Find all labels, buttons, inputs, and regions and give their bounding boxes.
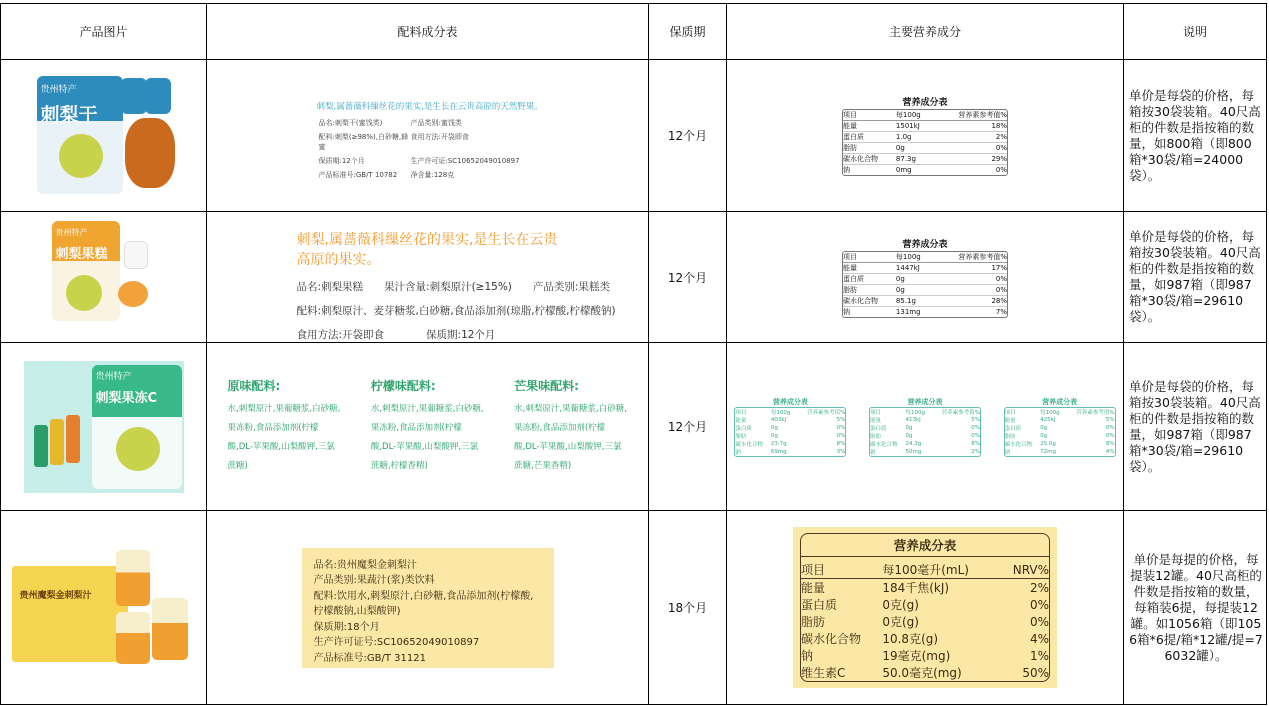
nut-cell: 钠: [843, 166, 850, 174]
nut-cell: 1501kJ: [896, 121, 934, 132]
nut-cell: 碳水化合物: [869, 441, 898, 448]
nutrition-cell: [727, 212, 1124, 343]
nut-head: 每100g: [1040, 409, 1060, 416]
nut-cell: 碳水化合物: [843, 295, 896, 306]
nut-cell: 0%: [1029, 597, 1049, 612]
nut-cell: 0克(g): [882, 598, 919, 612]
ingredient-cell: [207, 511, 649, 705]
product-name: 贵州魔梨金刺梨汁: [19, 590, 92, 601]
nut-cell: 0mg: [895, 166, 912, 174]
nut-cell: 能量: [1004, 417, 1016, 424]
nutrition-title: 营养成分表: [907, 397, 943, 406]
nutrition-table: [734, 397, 846, 457]
brand-label: 贵州特产: [55, 228, 88, 237]
nut-cell: 0g: [896, 273, 934, 284]
ingredient-line: 食用方法:开袋即食: [410, 132, 469, 141]
nutrition-table: [869, 397, 981, 457]
nut-cell: 0%: [1029, 614, 1049, 629]
nutrition-table: [842, 95, 1008, 176]
nut-cell: 能量: [843, 121, 896, 132]
nut-cell: 0g: [896, 284, 934, 295]
nut-head: 项目: [843, 110, 896, 121]
nut-cell: 脂肪: [735, 433, 747, 440]
flavor-title: 柠檬味配料:: [370, 379, 436, 393]
nut-cell: 蛋白质: [1004, 425, 1022, 432]
ingredient-line: 配料:刺梨(≥98%),白砂糖,蜂蜜: [318, 132, 409, 151]
nut-cell: 蛋白质: [843, 132, 896, 143]
nut-cell: 2%: [933, 132, 1007, 143]
nut-cell: 蛋白质: [801, 598, 838, 612]
ingredient-headline: 刺梨,属蔷薇科缫丝花的果实,是生长在云贵高原的果实。: [296, 231, 558, 268]
nut-cell: 脂肪: [843, 143, 896, 154]
nut-cell: 脂肪: [869, 433, 881, 440]
nut-cell: 0%: [971, 432, 980, 439]
header-ingredients: 配料成分表: [207, 4, 649, 60]
ingredient-line: 生产许可证:SC10652049010897: [410, 156, 520, 165]
nut-cell: 1447kJ: [896, 262, 934, 273]
nut-cell: 184千焦(kJ): [882, 581, 950, 595]
product-image-cell: [1, 343, 207, 511]
nut-head: 项目: [735, 409, 747, 416]
nut-cell: 蛋白质: [843, 273, 896, 284]
nut-cell: 5%: [836, 416, 846, 423]
nut-cell: 1%: [1029, 648, 1049, 663]
shelf-life: 12个月: [649, 60, 727, 212]
nut-head: 每100毫升(mL): [882, 561, 999, 579]
ingredient-line: 净含量:128克: [410, 170, 455, 179]
nutrition-title: 营养成分表: [772, 397, 808, 406]
nut-cell: 0g: [770, 424, 778, 431]
nut-cell: 4%: [1105, 448, 1115, 455]
shelf-life: 18个月: [649, 511, 727, 705]
product-image: [12, 548, 196, 668]
flavor-lemon: [371, 377, 484, 476]
shelf-life: 12个月: [649, 212, 727, 343]
nut-cell: 0%: [995, 166, 1007, 174]
nut-cell: 0%: [933, 143, 1007, 154]
ingredient-label: [228, 377, 628, 476]
nut-cell: 碳水化合物: [1004, 441, 1033, 448]
nut-head: 每100g: [896, 252, 934, 263]
nut-cell: 蛋白质: [869, 425, 887, 432]
nutrition-title: 营养成分表: [902, 98, 948, 108]
ingredient-line: 配料:刺梨原汁、麦芽糖浆,白砂糖,食品添加剂(琼脂,柠檬酸,柠檬酸钠): [296, 304, 616, 317]
nutrition-tables: [727, 397, 1123, 457]
nut-cell: 能量: [843, 262, 896, 273]
ingredient-line: 品名:刺梨果糕 果汁含量:刺梨原汁(≥15%) 产品类别:果糕类: [296, 280, 610, 293]
ingredient-line: 配料:饮用水,刺梨原汁,白砂糖,食品添加剂(柠檬酸,: [313, 590, 534, 602]
header-shelf-life: 保质期: [649, 4, 727, 60]
nut-head: 每100g: [770, 409, 791, 416]
nut-cell: 17%: [933, 262, 1007, 273]
product-image-cell: [1, 60, 207, 212]
nut-cell: 403kJ: [770, 416, 787, 423]
nut-cell: 3%: [836, 448, 846, 455]
nut-head: 营养素参考值%: [807, 409, 846, 416]
header-note: 说明: [1124, 4, 1267, 60]
nut-cell: 85.1g: [896, 295, 934, 306]
product-image-cell: [1, 212, 207, 343]
ingredient-line: 生产许可证号:SC10652049010897: [313, 637, 480, 648]
nut-cell: 碳水化合物: [843, 154, 896, 165]
nutrition-table: [1004, 397, 1116, 457]
flavor-text: 水,刺梨原汁,果葡糖浆,白砂糖,果冻粉,食品添加剂(柠檬酸,DL-苹果酸,山梨酸钾,三氯蔗糖): [227, 404, 341, 471]
product-image: [52, 221, 156, 333]
ingredient-line: 食用方法:开袋即食 保质期:12个月: [296, 328, 496, 341]
nut-cell: 29%: [933, 154, 1007, 165]
nut-head: 营养素参考值%: [1076, 409, 1115, 416]
nut-cell: 50.0毫克(mg): [882, 666, 962, 680]
product-name: 刺梨果冻C: [95, 390, 158, 406]
nut-cell: 0g: [905, 424, 913, 431]
ingredient-label: [309, 100, 547, 192]
nutrition-title: 营养成分表: [902, 239, 948, 250]
nut-cell: 5%: [1105, 416, 1115, 423]
nut-cell: 脂肪: [801, 615, 826, 629]
nut-cell: 131mg: [895, 307, 921, 316]
brand-label: 贵州特产: [95, 371, 132, 382]
header-row: [1, 4, 1267, 60]
table-row: [1, 343, 1267, 511]
ingredient-line: 柠檬酸钠,山梨酸钾): [313, 606, 401, 617]
product-table: [0, 3, 1267, 705]
nut-cell: 50mg: [905, 448, 922, 455]
nut-head: 营养素参考值%: [933, 252, 1007, 263]
brand-label: 贵州特产: [40, 84, 77, 95]
nut-cell: 69mg: [770, 448, 787, 455]
nutrition-cell: [727, 60, 1124, 212]
nut-head: 每100g: [905, 409, 925, 416]
nut-cell: 8%: [1105, 440, 1115, 447]
flavor-text: 水,刺梨原汁,果葡糖浆,白砂糖,果冻粉,食品添加剂(柠檬酸,DL-苹果酸,山梨酸钾,三氯蔗糖,芒果香精): [514, 404, 627, 471]
ingredient-headline: 刺梨,属蔷薇科缫丝花的果实,是生长在云贵高原的天然野果。: [316, 101, 543, 112]
ingredient-line: 产品标准号:GB/T 31121: [313, 652, 426, 664]
ingredient-line: 产品类别:果蔬汁(浆)类饮料: [313, 575, 435, 586]
nut-cell: 维生素C: [801, 666, 846, 680]
nut-cell: 0%: [1105, 424, 1115, 431]
nut-cell: 50%: [1022, 665, 1049, 680]
nut-cell: 4%: [1029, 631, 1049, 646]
nut-cell: 23.7g: [770, 440, 787, 447]
product-image-cell: [1, 511, 207, 705]
nut-head: 项目: [1004, 409, 1016, 416]
nutrition-table: [793, 527, 1057, 688]
nut-cell: 1.0g: [896, 132, 934, 143]
nutrition-title: 营养成分表: [801, 534, 1049, 557]
nut-cell: 8%: [971, 440, 980, 447]
nut-cell: 0g: [905, 432, 913, 439]
nut-cell: 19毫克(mg): [882, 649, 951, 663]
flavor-title: 原味配料:: [227, 379, 281, 393]
ingredient-line: 品名:贵州魔梨金刺梨汁: [313, 559, 417, 571]
flavor-text: 水,刺梨原汁,果葡糖浆,白砂糖,果冻粉,食品添加剂(柠檬酸,DL-苹果酸,山梨酸钾,三氯蔗糖,柠檬香精): [370, 404, 484, 471]
note-text: 单价是每袋的价格，每箱按30袋装箱。40尺高柜的件数是指按箱的数量，如987箱（即987箱*30袋/箱=29610袋）。: [1124, 343, 1267, 511]
header-nutrition: 主要营养成分: [727, 4, 1124, 60]
nut-cell: 钠: [1004, 449, 1011, 456]
nut-cell: 碳水化合物: [735, 441, 763, 448]
nut-cell: 87.3g: [896, 154, 934, 165]
ingredient-cell: [207, 343, 649, 511]
nut-cell: 0%: [836, 424, 846, 431]
nut-cell: 0%: [836, 432, 846, 439]
nut-cell: 能量: [869, 417, 881, 424]
nut-cell: 25.0g: [1040, 440, 1056, 447]
nut-cell: 钠: [801, 649, 814, 663]
nut-cell: 0%: [1105, 432, 1115, 439]
product-image: [29, 72, 179, 200]
nutrition-title: 营养成分表: [1042, 397, 1078, 406]
nut-head: 项目: [869, 409, 881, 416]
nut-head: 营养素参考值%: [933, 110, 1007, 121]
header-image: 产品图片: [1, 4, 207, 60]
ingredient-line: 保质期:18个月: [313, 621, 380, 633]
ingredient-line: 保质期:12个月: [318, 156, 365, 165]
note-text: 单价是每袋的价格，每箱按30袋装箱。40尺高柜的件数是指按箱的数量，如800箱（即800箱*30袋/箱=24000袋）。: [1124, 60, 1267, 212]
nut-head: 项目: [843, 252, 896, 263]
table-row: [1, 212, 1267, 343]
nut-cell: 脂肪: [1004, 433, 1016, 440]
nut-head: NRV%: [1000, 561, 1049, 579]
nut-cell: 0%: [971, 424, 980, 431]
nut-cell: 蛋白质: [735, 425, 752, 432]
note-text: 单价是每提的价格，每提装12罐。40尺高柜的件数是指按箱的数量，每箱装6提，每提装12罐。如1056箱（即1056箱*6提/箱*12罐/提=76032罐）。: [1124, 511, 1267, 705]
product-name: 刺梨果糕: [55, 247, 108, 262]
nut-cell: 425kJ: [1040, 416, 1056, 423]
nut-cell: 钠: [843, 307, 850, 316]
ingredient-cell: [207, 212, 649, 343]
table-row: [1, 60, 1267, 212]
nut-cell: 0g: [1040, 424, 1048, 431]
nut-cell: 能量: [735, 417, 747, 424]
nut-cell: 7%: [995, 307, 1007, 316]
nut-head: 项目: [801, 561, 882, 579]
table-row: [1, 511, 1267, 705]
nut-head: 营养素参考值%: [941, 409, 980, 416]
nut-cell: 0g: [1040, 432, 1048, 439]
product-name: 刺梨干: [40, 103, 98, 126]
note-text: 单价是每袋的价格，每箱按30袋装箱。40尺高柜的件数是指按箱的数量，如987箱（即987箱*30袋/箱=29610袋）。: [1124, 212, 1267, 343]
flavor-original: [228, 377, 341, 476]
ingredient-cell: [207, 60, 649, 212]
nut-cell: 能量: [801, 581, 826, 595]
nutrition-cell: [727, 343, 1124, 511]
nut-cell: 2%: [971, 448, 980, 455]
nut-cell: 钠: [735, 449, 741, 456]
nut-cell: 0g: [770, 432, 778, 439]
nut-cell: 8%: [836, 440, 846, 447]
flavor-title: 芒果味配料:: [514, 379, 579, 393]
nut-head: 每100g: [896, 110, 934, 121]
nut-cell: 0克(g): [882, 615, 919, 629]
nut-cell: 24.3g: [905, 440, 922, 447]
ingredient-line: 产品标准号:GB/T 10782: [318, 170, 398, 179]
nut-cell: 脂肪: [843, 284, 896, 295]
ingredient-line: 产品类别:蜜饯类: [410, 118, 462, 127]
product-image: [24, 361, 184, 493]
nut-cell: 钠: [869, 449, 876, 456]
flavor-mango: [514, 377, 627, 476]
nutrition-cell: [727, 511, 1124, 705]
nut-cell: 0g: [896, 143, 934, 154]
nut-cell: 5%: [971, 416, 980, 423]
nutrition-table: [842, 237, 1008, 318]
nut-cell: 碳水化合物: [801, 632, 862, 646]
ingredient-line: 品名:刺梨干(蜜饯类): [318, 118, 383, 127]
ingredient-label: [302, 548, 554, 668]
nut-cell: 413kJ: [905, 416, 921, 423]
ingredient-label: [296, 229, 616, 341]
nut-cell: 2%: [1029, 580, 1049, 595]
nut-cell: 10.8克(g): [882, 632, 939, 646]
nut-cell: 18%: [933, 121, 1007, 132]
nut-cell: 0%: [933, 284, 1007, 295]
nut-cell: 72mg: [1040, 448, 1056, 455]
nut-cell: 28%: [933, 295, 1007, 306]
shelf-life: 12个月: [649, 343, 727, 511]
nut-cell: 0%: [933, 273, 1007, 284]
